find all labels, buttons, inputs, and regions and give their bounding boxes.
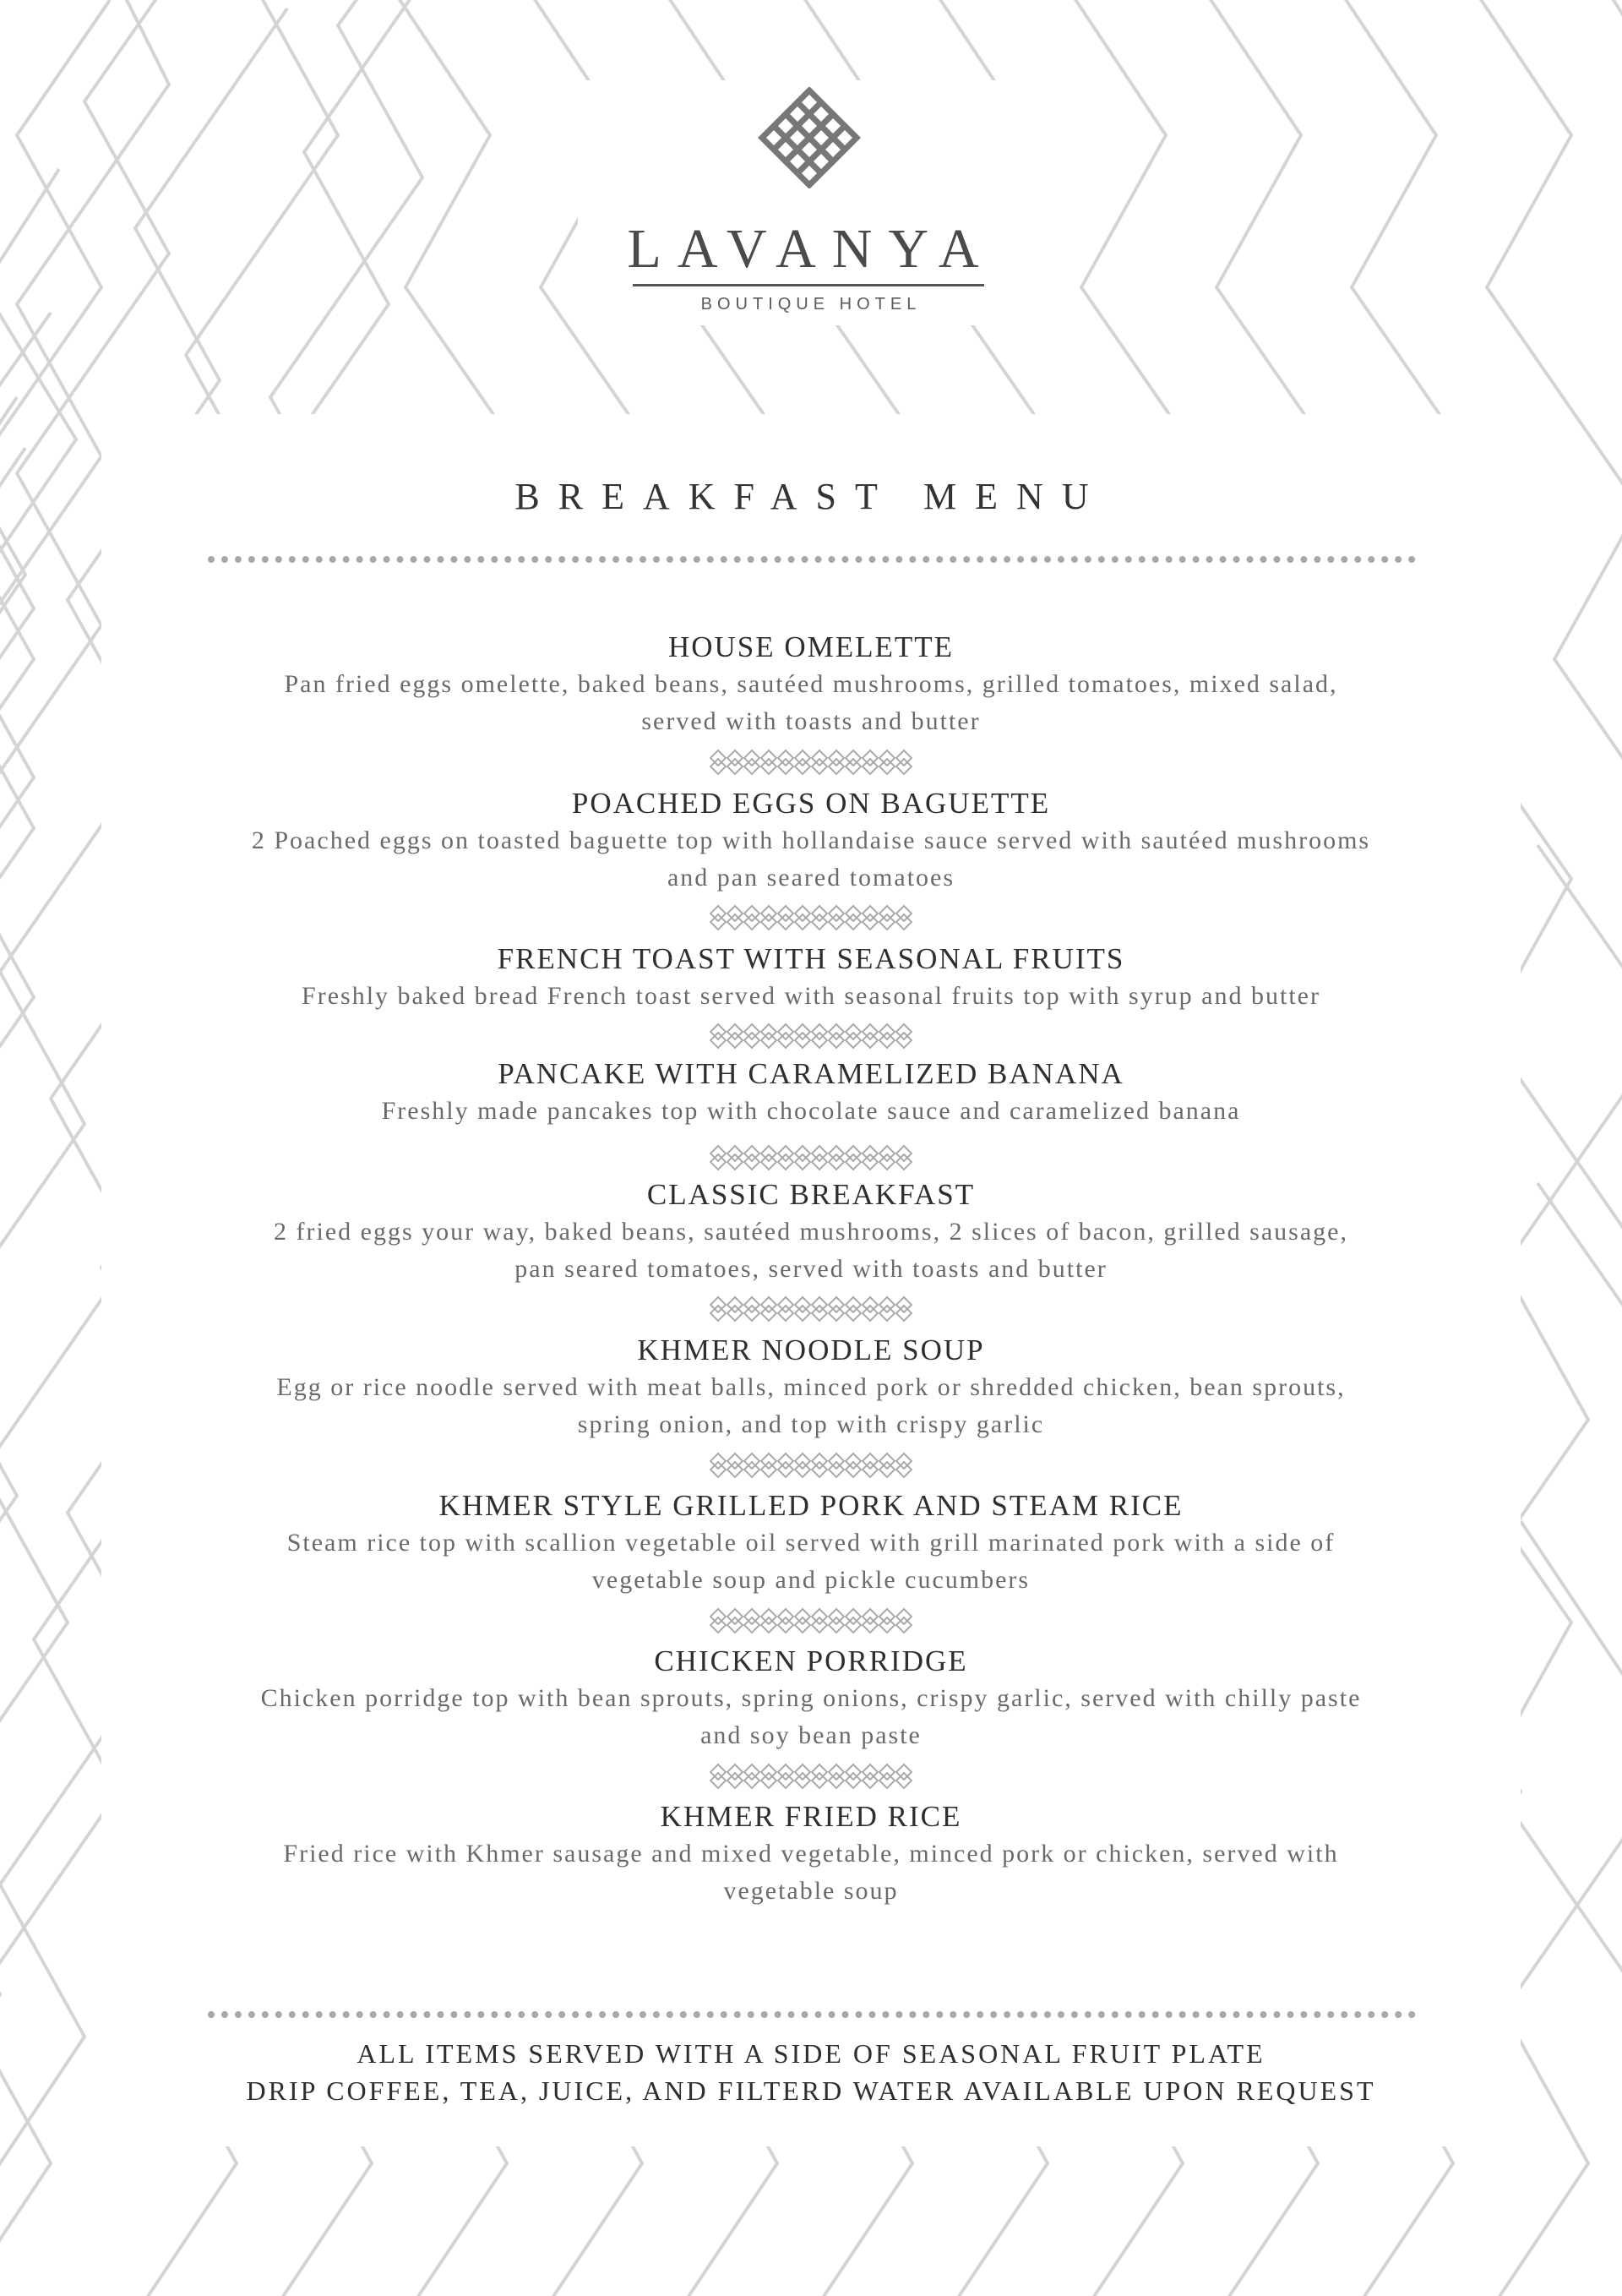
endless-knot-logo-icon bbox=[750, 87, 868, 188]
menu-item-description: Steam rice top with scallion vegetable oil served with grill marinated pork with a side of bbox=[286, 1529, 1336, 1557]
ornament-divider-icon bbox=[710, 747, 912, 777]
menu-item bbox=[0, 1055, 1622, 1130]
menu-item-description: vegetable soup and pickle cucumbers bbox=[591, 1566, 1031, 1594]
menu-item bbox=[0, 785, 1622, 897]
footer-line-2: DRIP COFFEE, TEA, JUICE, AND FILTERD WATER AVAILABLE UPON REQUEST bbox=[246, 2075, 1376, 2106]
menu-item-description: spring onion, and top with crispy garlic bbox=[577, 1410, 1045, 1438]
ornament-divider-icon bbox=[710, 1761, 912, 1792]
menu-item bbox=[0, 1176, 1622, 1288]
menu-item-description: Fried rice with Khmer sausage and mixed vegetable, minced pork or chicken, served with bbox=[283, 1840, 1339, 1868]
menu-title: BREAKFAST MENU bbox=[514, 476, 1108, 517]
menu-item-description: Freshly made pancakes top with chocolate sauce and caramelized banana bbox=[381, 1097, 1241, 1125]
brand-name: LAVANYA bbox=[627, 218, 995, 280]
menu-item bbox=[0, 1798, 1622, 1910]
menu-item-name: HOUSE OMELETTE bbox=[667, 630, 955, 663]
menu-item-name: CLASSIC BREAKFAST bbox=[646, 1178, 976, 1211]
menu-item-description: Pan fried eggs omelette, baked beans, sautéed mushrooms, grilled tomatoes, mixed salad, bbox=[284, 670, 1338, 698]
brand-divider bbox=[633, 284, 984, 286]
menu-item bbox=[0, 1643, 1622, 1754]
footer-note bbox=[0, 2035, 1622, 2109]
menu-item-description: Freshly baked bread French toast served with seasonal fruits top with syrup and butter bbox=[302, 982, 1320, 1010]
menu-item-name: PANCAKE WITH CARAMELIZED BANANA bbox=[498, 1057, 1124, 1090]
menu-item-description: served with toasts and butter bbox=[641, 707, 981, 735]
ornament-divider-icon bbox=[710, 1294, 912, 1324]
menu-item-name: KHMER STYLE GRILLED PORK AND STEAM RICE bbox=[438, 1489, 1184, 1522]
menu-item bbox=[0, 629, 1622, 740]
menu-item bbox=[0, 941, 1622, 1015]
menu-item-description: Egg or rice noodle served with meat balls, minced pork or shredded chicken, bean sprouts, bbox=[276, 1373, 1346, 1401]
menu-item bbox=[0, 1487, 1622, 1599]
menu-item-name: CHICKEN PORRIDGE bbox=[654, 1644, 968, 1677]
ornament-divider-icon bbox=[710, 1450, 912, 1481]
menu-item-description: 2 Poached eggs on toasted baguette top with hollandaise sauce served with sautéed mushrooms bbox=[251, 826, 1371, 854]
menu-item-name: KHMER FRIED RICE bbox=[660, 1800, 962, 1833]
menu-item-name: POACHED EGGS ON BAGUETTE bbox=[571, 787, 1051, 820]
menu-item-description: pan seared tomatoes, served with toasts and butter bbox=[514, 1255, 1108, 1283]
top-dotted-divider bbox=[208, 556, 1416, 563]
ornament-divider-icon bbox=[710, 1021, 912, 1051]
menu-item-description: 2 fried eggs your way, baked beans, sautéed mushrooms, 2 slices of bacon, grilled sausage, bbox=[274, 1218, 1348, 1246]
footer-line-1: ALL ITEMS SERVED WITH A SIDE OF SEASONAL FRUIT PLATE bbox=[357, 2038, 1265, 2069]
menu-item-description: and soy bean paste bbox=[700, 1721, 922, 1749]
menu-item-name: FRENCH TOAST WITH SEASONAL FRUITS bbox=[497, 942, 1125, 975]
menu-item-name: KHMER NOODLE SOUP bbox=[637, 1333, 985, 1366]
ornament-divider-icon bbox=[710, 1606, 912, 1636]
menu-item bbox=[0, 1332, 1622, 1443]
ornament-divider-icon bbox=[710, 1143, 912, 1173]
ornament-divider-icon bbox=[710, 903, 912, 933]
brand-subtitle: BOUTIQUE HOTEL bbox=[700, 295, 922, 314]
menu-item-description: and pan seared tomatoes bbox=[667, 864, 955, 892]
menu-item-description: vegetable soup bbox=[723, 1877, 899, 1905]
bottom-dotted-divider bbox=[208, 2011, 1416, 2018]
menu-item-description: Chicken porridge top with bean sprouts, spring onions, crispy garlic, served with chilly paste bbox=[260, 1684, 1362, 1712]
